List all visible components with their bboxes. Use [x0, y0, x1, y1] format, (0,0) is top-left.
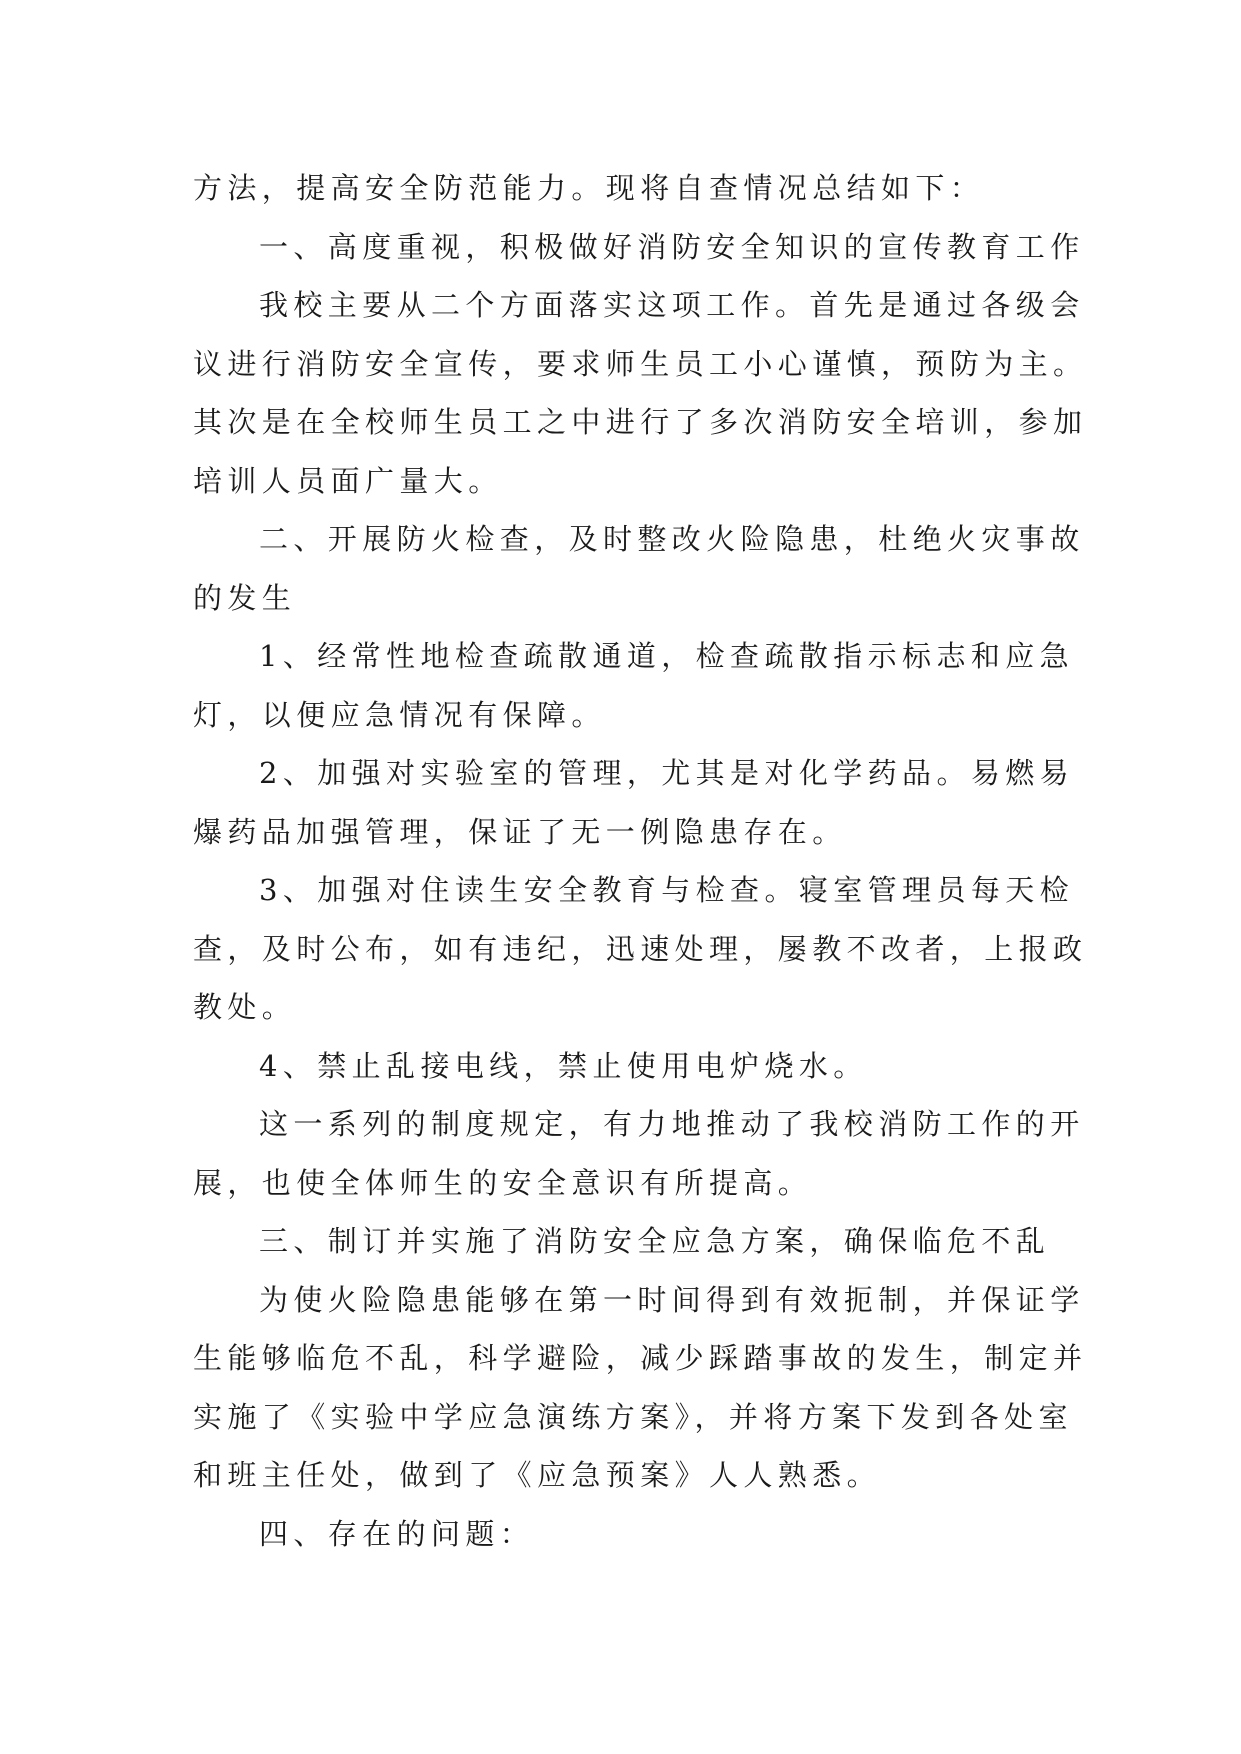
- paragraph-line: 方法，提高安全防范能力。现将自查情况总结如下：: [193, 171, 985, 205]
- paragraph-first-line: 三、制订并实施了消防安全应急方案，确保临危不乱: [259, 1224, 1051, 1258]
- paragraph-line: 生能够临危不乱，科学避险，减少踩踏事故的发生，制定并: [193, 1341, 1088, 1375]
- paragraph-first-line: 1、经常性地检查疏散通道，检查疏散指示标志和应急: [259, 639, 1075, 673]
- paragraph-line: 培训人员面广量大。: [193, 463, 503, 498]
- paragraph-first-line: 为使火险隐患能够在第一时间得到有效扼制，并保证学: [259, 1282, 1085, 1317]
- paragraph-line: 灯，以便应急情况有保障。: [193, 697, 606, 732]
- paragraph-first-line: 2、加强对实验室的管理，尤其是对化学药品。易燃易: [259, 756, 1075, 790]
- paragraph-line: 展，也使全体师生的安全意识有所提高。: [193, 1165, 813, 1200]
- paragraph-line: 其次是在全校师生员工之中进行了多次消防安全培训，参加: [193, 405, 1088, 439]
- paragraph-first-line: 二、开展防火检查，及时整改火险隐患，杜绝火灾事故: [259, 522, 1085, 556]
- paragraph-first-line: 一、高度重视，积极做好消防安全知识的宣传教育工作: [259, 229, 1085, 264]
- paragraph-line: 和班主任处，做到了《应急预案》人人熟悉。: [193, 1458, 882, 1492]
- paragraph-line: 教处。: [193, 990, 297, 1024]
- paragraph-line: 实施了《实验中学应急演练方案》，并将方案下发到各处室: [193, 1399, 1073, 1434]
- document-body: [193, 159, 1088, 1563]
- paragraph-first-line: 我校主要从二个方面落实这项工作。首先是通过各级会: [259, 288, 1085, 322]
- paragraph-line: 爆药品加强管理，保证了无一例隐患存在。: [193, 814, 847, 849]
- paragraph-line: 议进行消防安全宣传，要求师生员工小心谨慎，预防为主。: [193, 346, 1088, 381]
- paragraph-first-line: 3、加强对住读生安全教育与检查。寝室管理员每天检: [259, 873, 1075, 907]
- paragraph-first-line: 4、禁止乱接电线，禁止使用电炉烧水。: [259, 1048, 868, 1083]
- paragraph-first-line: 这一系列的制度规定，有力地推动了我校消防工作的开: [259, 1107, 1085, 1141]
- paragraph-first-line: 四、存在的问题：: [259, 1516, 535, 1551]
- paragraph-line: 的发生: [193, 580, 297, 615]
- paragraph-line: 查，及时公布，如有违纪，迅速处理，屡教不改者，上报政: [193, 931, 1088, 966]
